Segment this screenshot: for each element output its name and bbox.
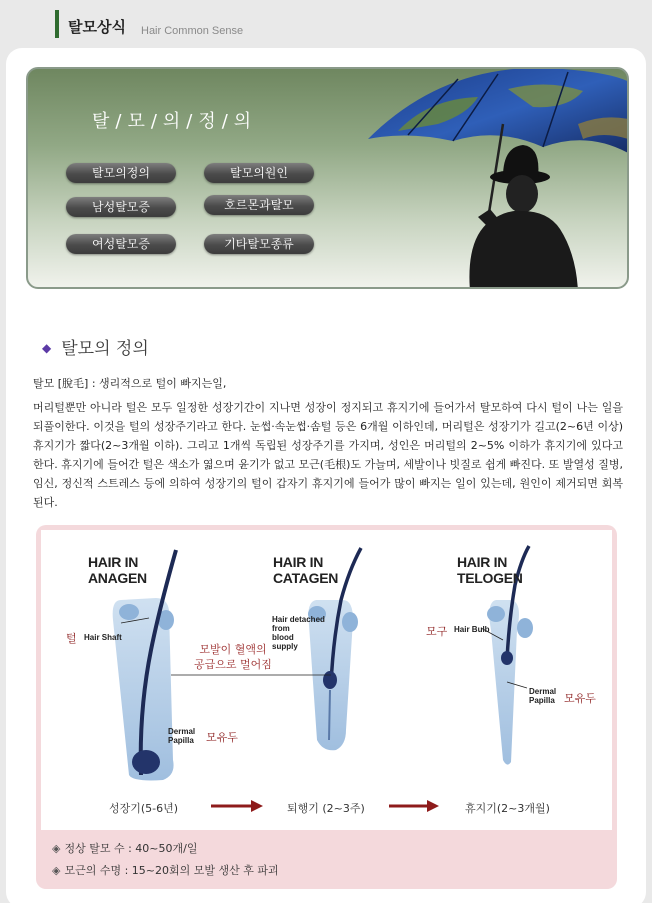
definition-paragraph: 머리털뿐만 아니라 털은 모두 일정한 성장기간이 지나면 성장이 정지되고 휴지기에 들어가서 탈모하여 다시 털이 나는 일을 되풀이한다. 이것을 털의 성장주기라고 한다. 눈썹·속눈썹·솜털 등은 6개월 이하인데, 머리털은 성장기가 길고(2~6년 이상) 휴지기가 짧다(2~3개월 이하). 그리고 1개씩 독립된 성장주기를 가지며, 성인은 머리털의 2~5% 이하가 휴지기에 있다고 한다. 휴지기에 들어간 털은 색소가 엷으며 윤기가 없고 모근(毛根)도 가늘며, 세발이나 빗질로 쉽게 빠진다. 또 발열성 질병, 임신, 정신적 스트레스 등에 의하여 성장기의 털이 갑자기 휴지기에 들어가 많이 빠지는 일이 있는데, 원인이 제거되면 회복된다. — [33, 401, 623, 509]
nav-button-definition[interactable]: 탈모의정의 — [66, 163, 176, 183]
hero-banner — [26, 67, 629, 289]
anagen-period: 성장기(5-6년) — [109, 802, 179, 815]
nav-button-male-alopecia[interactable]: 남성탈모증 — [66, 197, 176, 217]
section-heading — [42, 334, 149, 359]
fact-normal-hair-loss: ◈ 정상 탈모 수 : 40~50개/일 — [52, 842, 198, 855]
stage-arrow-1 — [211, 800, 263, 812]
fact-bullet-icon: ◈ — [52, 842, 61, 855]
header-accent-bar — [55, 10, 59, 38]
page-title: 탈모상식 — [68, 18, 126, 36]
hair-shaft-label-en: Hair Shaft — [84, 633, 122, 642]
catagen-title: HAIR IN CATAGEN — [273, 554, 339, 586]
dermal-papilla-label-en: Dermal Papilla — [168, 727, 196, 745]
stage-arrow-2 — [389, 800, 439, 812]
anagen-title: HAIR IN ANAGEN — [88, 554, 147, 586]
nav-button-other-types[interactable]: 기타탈모종류 — [204, 234, 314, 254]
definition-line: 탈모 [脫毛] : 생리적으로 털이 빠지는일, — [33, 377, 227, 390]
dermal-papilla-label-kr: 모유두 — [206, 731, 238, 744]
banner-title: 탈/모/의/정/의 — [92, 111, 258, 132]
section-heading-text: 탈모의 정의 — [61, 339, 149, 359]
telogen-title: HAIR IN TELOGEN — [457, 554, 523, 586]
hair-bulb-label-kr: 모구 — [426, 625, 448, 638]
page-subtitle: Hair Common Sense — [141, 25, 244, 37]
telogen-period: 휴지기(2~3개월) — [465, 802, 550, 815]
telogen-papilla-label-kr: 모유두 — [564, 692, 596, 705]
nav-button-female-alopecia[interactable]: 여성탈모증 — [66, 234, 176, 254]
telogen-papilla-label-en: Dermal Papilla — [529, 687, 557, 705]
fact-bullet-icon: ◈ — [52, 864, 61, 877]
hair-bulb-label-en: Hair Bulb — [454, 625, 490, 634]
fact-root-lifespan: ◈ 모근의 수명 : 15~20회의 모발 생산 후 파괴 — [52, 864, 279, 877]
umbrella-man-illustration — [338, 69, 629, 289]
nav-button-hormones[interactable]: 호르몬과탈모 — [204, 195, 314, 215]
blood-supply-note: 모발이 혈액의 공급으로 멀어짐 — [194, 643, 272, 671]
nav-button-causes[interactable]: 탈모의원인 — [204, 163, 314, 183]
hair-shaft-label-kr: 털 — [66, 632, 77, 645]
diamond-bullet-icon: ◆ — [42, 341, 52, 355]
catagen-period: 퇴행기 (2~3주) — [287, 802, 365, 815]
hair-detached-label: Hair detached from blood supply — [272, 615, 325, 651]
top-header — [0, 0, 652, 50]
